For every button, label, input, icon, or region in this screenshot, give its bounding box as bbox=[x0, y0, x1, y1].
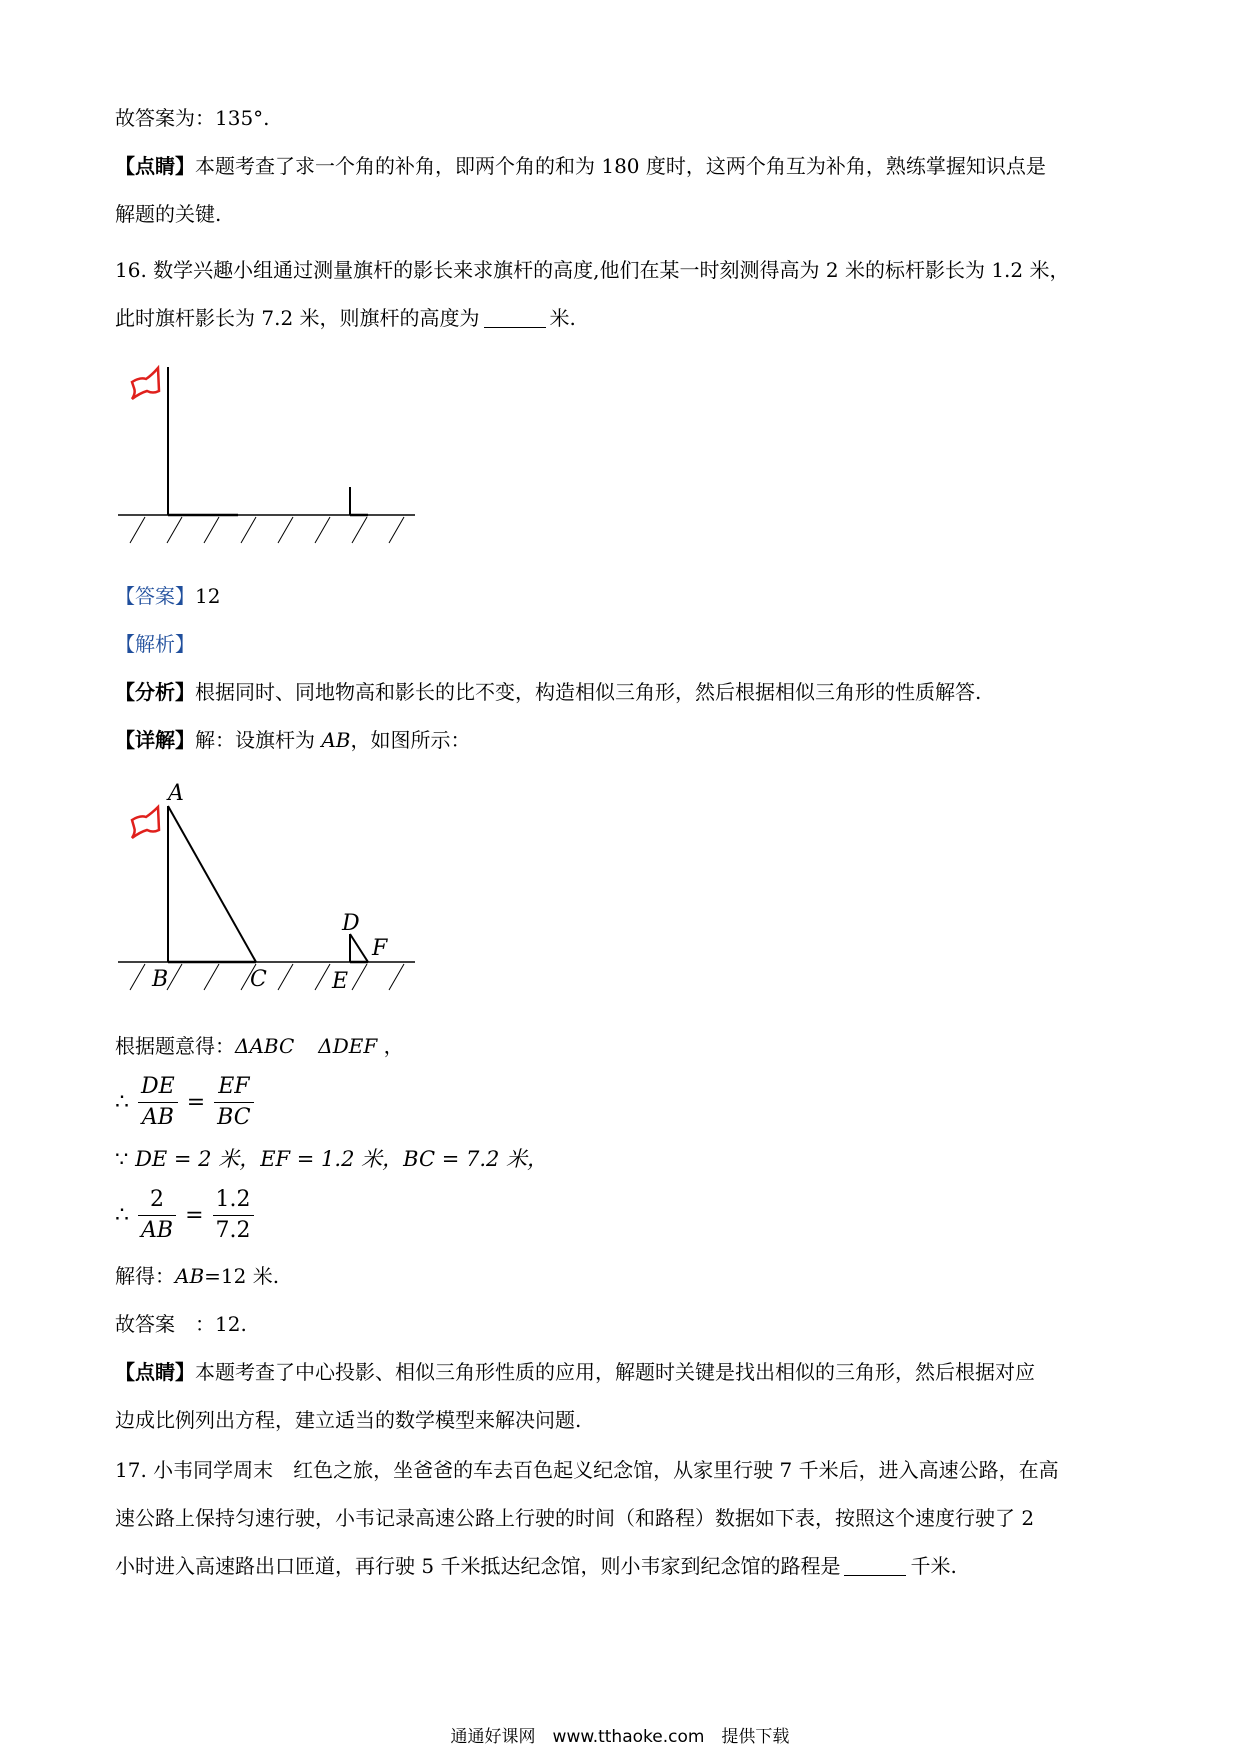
segment-AC bbox=[168, 806, 256, 962]
label-D: D bbox=[342, 911, 360, 936]
dianjing2-line-1: 【点睛】本题考查了中心投影、相似三角形性质的应用，解题时关键是找出相似的三角形，然后根据对应 bbox=[115, 1360, 1035, 1384]
dianjing-line-2: 解题的关键. bbox=[115, 202, 222, 226]
label-E: E bbox=[332, 969, 349, 994]
dianjing2-line-2: 边成比例列出方程，建立适当的数学模型来解决问题. bbox=[115, 1408, 582, 1432]
final-answer-line: 故答案 ：12. bbox=[115, 1312, 247, 1336]
question-17-line-2: 速公路上保持匀速行驶，小韦记录高速公路上行驶的时间（和路程）数据如下表，按照这个速度行驶了 2 bbox=[115, 1506, 1035, 1530]
flagpole-figure bbox=[110, 355, 430, 550]
dianjing2-tag: 【点睛】 bbox=[115, 1360, 195, 1384]
answer-line: 【答案】12 bbox=[115, 584, 221, 608]
label-B: B bbox=[152, 967, 169, 992]
label-A: A bbox=[168, 781, 184, 806]
ground-hatching bbox=[130, 517, 404, 543]
dianjing-tag: 【点睛】 bbox=[115, 154, 195, 178]
label-F: F bbox=[372, 936, 388, 961]
fenxi-tag: 【分析】 bbox=[115, 680, 195, 704]
similar-triangles-figure bbox=[110, 780, 430, 995]
solution-line: 解得：AB=12 米. bbox=[115, 1264, 280, 1288]
label-C: C bbox=[250, 967, 267, 992]
page-footer: 通通好课网 www.tthaoke.com 提供下载 bbox=[450, 1727, 790, 1747]
xiangjie-line: 【详解】解：设旗杆为 AB，如图所示： bbox=[115, 728, 471, 752]
tiyi-line: 根据题意得：ΔABC ΔDEF ， bbox=[115, 1034, 404, 1058]
answer-blank bbox=[484, 307, 546, 328]
question-17-line-3: 小时进入高速路出口匝道，再行驶 5 千米抵达纪念馆，则小韦家到纪念馆的路程是 千米. bbox=[115, 1554, 957, 1578]
flag-icon bbox=[132, 368, 159, 399]
answer-line-135: 故答案为：135°. bbox=[115, 106, 270, 130]
given-values-line: ∵ DE = 2 米，EF = 1.2 米，BC = 7.2 米， bbox=[115, 1147, 549, 1171]
answer-blank bbox=[844, 1555, 906, 1576]
ratio-equation-1: ∴ $\frac{DE}{AB}$ = $\frac{EF}{BC}$ bbox=[115, 1072, 256, 1133]
answer-tag: 【答案】 bbox=[115, 584, 195, 608]
question-16-line-1: 16. 数学兴趣小组通过测量旗杆的影长来求旗杆的高度,他们在某一时刻测得高为 2 米的标杆影长为 1.2 米， bbox=[115, 258, 1070, 282]
question-16-line-2: 此时旗杆影长为 7.2 米，则旗杆的高度为 米. bbox=[115, 306, 576, 330]
jiexi-tag: 【解析】 bbox=[115, 632, 195, 656]
xiangjie-tag: 【详解】 bbox=[115, 728, 195, 752]
jiexi-line bbox=[115, 630, 195, 658]
fenxi-line: 【分析】根据同时、同地物高和影长的比不变，构造相似三角形，然后根据相似三角形的性质解答. bbox=[115, 680, 982, 704]
flag-icon bbox=[132, 807, 159, 838]
ground-hatching bbox=[130, 964, 404, 990]
segment-DF bbox=[350, 934, 368, 962]
dianjing-line-1: 【点睛】本题考查了求一个角的补角，即两个角的和为 180 度时，这两个角互为补角，熟练掌握知识点是 bbox=[115, 154, 1046, 178]
ratio-equation-2: ∴ $\frac{2}{AB}$ = $\frac{1.2}{7.2}$ bbox=[115, 1185, 256, 1246]
question-17-line-1: 17. 小韦同学周末 红色之旅，坐爸爸的车去百色起义纪念馆，从家里行驶 7 千米后，进入高速公路，在高 bbox=[115, 1458, 1059, 1482]
